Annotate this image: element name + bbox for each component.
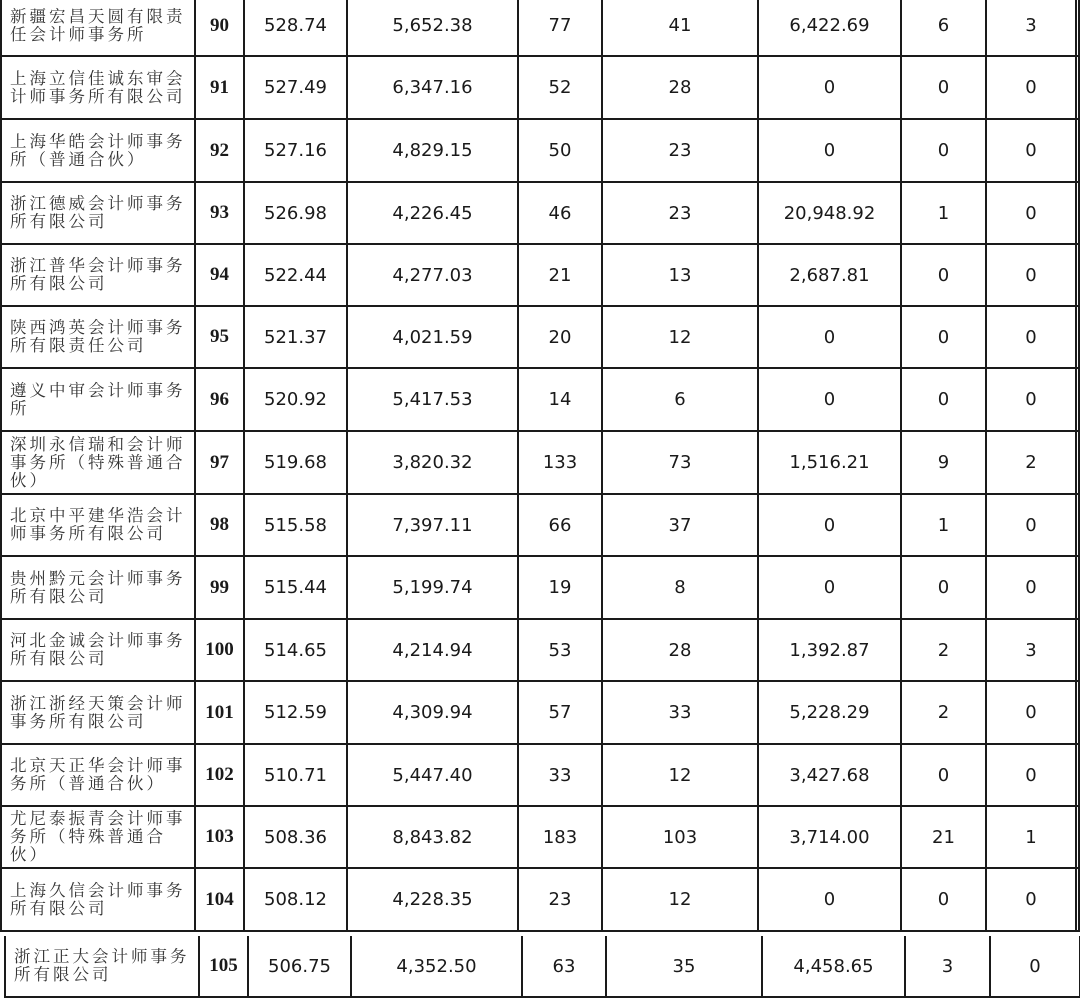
amount-cell: 3,714.00: [757, 807, 900, 867]
score-cell: 519.68: [243, 432, 346, 493]
count-b-cell: 0: [985, 183, 1075, 243]
amount-cell: 6,422.69: [757, 0, 900, 55]
table-row: [0, 807, 1080, 869]
score-cell: 512.59: [243, 682, 346, 743]
partner-count-cell: 73: [601, 432, 757, 493]
rank-cell: 103: [194, 807, 243, 867]
truncated-cell: [1075, 495, 1080, 555]
table-row: [0, 432, 1080, 495]
amount-cell: 20,948.92: [757, 183, 900, 243]
revenue-cell: 5,199.74: [346, 557, 517, 618]
revenue-cell: 4,829.15: [346, 120, 517, 181]
truncated-cell: [1075, 0, 1080, 55]
truncated-cell: [1075, 245, 1080, 305]
count-b-cell: 0: [985, 682, 1075, 743]
revenue-cell: 6,347.16: [346, 57, 517, 118]
truncated-cell: [1075, 745, 1080, 805]
rank-cell: 102: [194, 745, 243, 805]
revenue-cell: 4,228.35: [346, 869, 517, 930]
count-b-cell: 0: [985, 869, 1075, 930]
partner-count-cell: 28: [601, 57, 757, 118]
cpa-count-cell: 63: [521, 936, 605, 996]
table-row: [0, 682, 1080, 745]
count-b-cell: 3: [985, 0, 1075, 55]
partner-count-cell: 23: [601, 183, 757, 243]
partner-count-cell: 33: [601, 682, 757, 743]
count-a-cell: 2: [900, 682, 985, 743]
amount-cell: 0: [757, 557, 900, 618]
score-cell: 515.58: [243, 495, 346, 555]
cpa-count-cell: 50: [517, 120, 601, 181]
revenue-cell: 4,309.94: [346, 682, 517, 743]
truncated-cell: [1075, 557, 1080, 618]
firm-name-cell: [0, 432, 194, 493]
amount-cell: 1,392.87: [757, 620, 900, 680]
partner-count-cell: 103: [601, 807, 757, 867]
amount-cell: 0: [757, 495, 900, 555]
cpa-count-cell: 77: [517, 0, 601, 55]
count-a-cell: 6: [900, 0, 985, 55]
table-row: [0, 245, 1080, 307]
rank-cell: 92: [194, 120, 243, 181]
firm-name: 贵州黔元会计师事务所有限公司: [10, 568, 186, 606]
partner-count-cell: 12: [601, 869, 757, 930]
count-a-cell: 0: [900, 57, 985, 118]
count-b-cell: 0: [985, 745, 1075, 805]
partner-count-cell: 6: [601, 369, 757, 430]
truncated-cell: [1075, 620, 1080, 680]
rank-cell: 94: [194, 245, 243, 305]
firm-name-cell: [0, 745, 194, 805]
count-a-cell: 21: [900, 807, 985, 867]
table-row: [0, 0, 1080, 57]
count-b-cell: 3: [985, 620, 1075, 680]
truncated-cell: [1075, 432, 1080, 493]
amount-cell: 0: [757, 57, 900, 118]
firm-name-cell: [0, 120, 194, 181]
partner-count-cell: 12: [601, 307, 757, 367]
count-a-cell: 0: [900, 369, 985, 430]
firm-name: 深圳永信瑞和会计师事务所（特殊普通合伙）: [10, 434, 186, 490]
truncated-cell: [1075, 869, 1080, 930]
partner-count-cell: 35: [605, 936, 761, 996]
count-b-cell: 2: [985, 432, 1075, 493]
rank-cell: 93: [194, 183, 243, 243]
rank-cell: 97: [194, 432, 243, 493]
cpa-count-cell: 66: [517, 495, 601, 555]
revenue-cell: 4,226.45: [346, 183, 517, 243]
rank-cell: 95: [194, 307, 243, 367]
amount-cell: 3,427.68: [757, 745, 900, 805]
partner-count-cell: 12: [601, 745, 757, 805]
count-b-cell: 0: [985, 495, 1075, 555]
amount-cell: 0: [757, 369, 900, 430]
table-row: [0, 620, 1080, 682]
cpa-count-cell: 52: [517, 57, 601, 118]
score-cell: 508.12: [243, 869, 346, 930]
count-a-cell: 0: [900, 245, 985, 305]
revenue-cell: 5,417.53: [346, 369, 517, 430]
firm-name: 遵义中审会计师事务所: [10, 380, 186, 418]
count-a-cell: 0: [900, 120, 985, 181]
count-a-cell: 1: [900, 183, 985, 243]
count-a-cell: 9: [900, 432, 985, 493]
truncated-cell: [1075, 369, 1080, 430]
count-b-cell: 0: [985, 245, 1075, 305]
firm-name-cell: [0, 57, 194, 118]
table-row: [4, 936, 1080, 998]
cpa-count-cell: 57: [517, 682, 601, 743]
table-row: [0, 745, 1080, 807]
partner-count-cell: 37: [601, 495, 757, 555]
firm-name-cell: [0, 807, 194, 867]
partner-count-cell: 8: [601, 557, 757, 618]
rank-cell: 98: [194, 495, 243, 555]
table-row: [0, 495, 1080, 557]
count-b-cell: 1: [985, 807, 1075, 867]
firm-name-cell: [0, 682, 194, 743]
score-cell: 526.98: [243, 183, 346, 243]
firm-name: 新疆宏昌天圆有限责任会计师事务所: [10, 6, 186, 44]
firm-name: 北京天正华会计师事务所（普通合伙）: [10, 756, 186, 793]
amount-cell: 5,228.29: [757, 682, 900, 743]
amount-cell: 4,458.65: [761, 936, 904, 996]
rank-cell: 96: [194, 369, 243, 430]
score-cell: 515.44: [243, 557, 346, 618]
cpa-count-cell: 14: [517, 369, 601, 430]
firm-name: 陕西鸿英会计师事务所有限责任公司: [10, 318, 186, 355]
table-row: [0, 183, 1080, 245]
amount-cell: 2,687.81: [757, 245, 900, 305]
truncated-cell: [1075, 183, 1080, 243]
firm-name-cell: [0, 557, 194, 618]
revenue-cell: 8,843.82: [346, 807, 517, 867]
firm-name: 浙江德威会计师事务所有限公司: [10, 194, 186, 231]
count-b-cell: 0: [985, 369, 1075, 430]
firm-name-cell: [0, 869, 194, 930]
rank-cell: 100: [194, 620, 243, 680]
count-a-cell: 0: [900, 869, 985, 930]
revenue-cell: 4,214.94: [346, 620, 517, 680]
rank-cell: 105: [198, 936, 247, 996]
firm-name-cell: [0, 307, 194, 367]
amount-cell: 0: [757, 869, 900, 930]
amount-cell: 1,516.21: [757, 432, 900, 493]
cpa-count-cell: 183: [517, 807, 601, 867]
table-row: [0, 120, 1080, 183]
count-a-cell: 2: [900, 620, 985, 680]
revenue-cell: 4,021.59: [346, 307, 517, 367]
cpa-count-cell: 53: [517, 620, 601, 680]
table-row: [0, 57, 1080, 120]
table-row: [0, 557, 1080, 620]
count-b-cell: 0: [985, 57, 1075, 118]
cpa-count-cell: 23: [517, 869, 601, 930]
firm-name: 浙江正大会计师事务所有限公司: [14, 947, 190, 984]
score-cell: 506.75: [247, 936, 350, 996]
firm-name-cell: [0, 369, 194, 430]
table-row: [0, 369, 1080, 432]
score-cell: 521.37: [243, 307, 346, 367]
partner-count-cell: 28: [601, 620, 757, 680]
revenue-cell: 5,447.40: [346, 745, 517, 805]
table-row: [0, 307, 1080, 369]
rank-cell: 101: [194, 682, 243, 743]
cpa-count-cell: 19: [517, 557, 601, 618]
truncated-cell: [1075, 807, 1080, 867]
table-row: [0, 869, 1080, 932]
firm-name-cell: [0, 495, 194, 555]
score-cell: 527.16: [243, 120, 346, 181]
partner-count-cell: 13: [601, 245, 757, 305]
revenue-cell: 4,277.03: [346, 245, 517, 305]
firm-name: 河北金诚会计师事务所有限公司: [10, 631, 186, 668]
firm-name: 上海华皓会计师事务所（普通合伙）: [10, 131, 186, 169]
firm-name-cell: [4, 936, 198, 996]
truncated-cell: [1075, 120, 1080, 181]
score-cell: 527.49: [243, 57, 346, 118]
score-cell: 510.71: [243, 745, 346, 805]
revenue-cell: 5,652.38: [346, 0, 517, 55]
revenue-cell: 7,397.11: [346, 495, 517, 555]
firm-name: 浙江普华会计师事务所有限公司: [10, 256, 186, 293]
cpa-count-cell: 46: [517, 183, 601, 243]
count-b-cell: 0: [985, 557, 1075, 618]
truncated-cell: [1075, 682, 1080, 743]
count-b-cell: 0: [985, 307, 1075, 367]
firm-name-cell: [0, 620, 194, 680]
partner-count-cell: 23: [601, 120, 757, 181]
firm-name-cell: [0, 0, 194, 55]
count-a-cell: 0: [900, 307, 985, 367]
score-cell: 514.65: [243, 620, 346, 680]
rank-cell: 90: [194, 0, 243, 55]
count-a-cell: 1: [900, 495, 985, 555]
score-cell: 522.44: [243, 245, 346, 305]
firm-name: 浙江浙经天策会计师事务所有限公司: [10, 693, 186, 731]
firm-name: 尤尼泰振青会计师事务所（特殊普通合伙）: [10, 809, 186, 864]
rank-cell: 91: [194, 57, 243, 118]
score-cell: 508.36: [243, 807, 346, 867]
cpa-count-cell: 133: [517, 432, 601, 493]
count-a-cell: 0: [900, 557, 985, 618]
amount-cell: 0: [757, 120, 900, 181]
revenue-cell: 3,820.32: [346, 432, 517, 493]
firm-name: 上海立信佳诚东审会计师事务所有限公司: [10, 68, 186, 106]
count-b-cell: 0: [985, 120, 1075, 181]
truncated-cell: [1075, 57, 1080, 118]
partner-count-cell: 41: [601, 0, 757, 55]
score-cell: 520.92: [243, 369, 346, 430]
amount-cell: 0: [757, 307, 900, 367]
firm-name: 上海久信会计师事务所有限公司: [10, 880, 186, 918]
firm-name-cell: [0, 245, 194, 305]
cpa-count-cell: 33: [517, 745, 601, 805]
count-a-cell: 0: [900, 745, 985, 805]
count-a-cell: 3: [904, 936, 989, 996]
firm-name-cell: [0, 183, 194, 243]
cpa-count-cell: 20: [517, 307, 601, 367]
rank-cell: 104: [194, 869, 243, 930]
firm-name: 北京中平建华浩会计师事务所有限公司: [10, 506, 186, 543]
cpa-count-cell: 21: [517, 245, 601, 305]
score-cell: 528.74: [243, 0, 346, 55]
rank-cell: 99: [194, 557, 243, 618]
revenue-cell: 4,352.50: [350, 936, 521, 996]
count-b-cell: 0: [989, 936, 1079, 996]
truncated-cell: [1075, 307, 1080, 367]
